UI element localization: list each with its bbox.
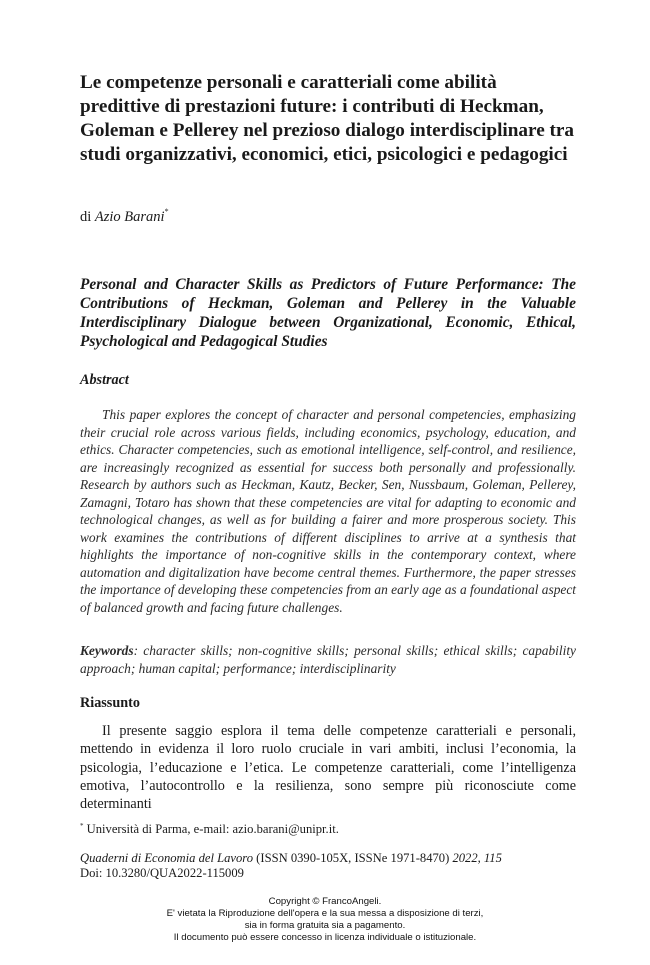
keywords-label: Keywords (80, 643, 134, 658)
riassunto-body: Il presente saggio esplora il tema delle competenze caratteriali e personali, mettendo in evidenza il loro ruolo cruciale in vari ambiti, inclusi l’economia, la psicologia, l’educazione e l’etica. Le competenze caratteriali, come l’intelligenza emotiva, l’autocontrollo e la resilienza, sono sempre più riconosciute come determinanti (80, 723, 576, 813)
keywords-list: : character skills; non-cognitive skills; personal skills; ethical skills; capability approach; human capital; performance; interdisciplinarity (80, 643, 576, 676)
footnote-mark: * (80, 822, 84, 830)
journal-citation (80, 851, 502, 866)
keywords (80, 642, 576, 677)
author-name: Azio Barani (94, 209, 165, 225)
riassunto-heading: Riassunto (80, 695, 140, 711)
byline (80, 203, 169, 226)
article-title: Le competenze personali e caratteriali come abilità predittive di prestazioni future: i contributi di Heckman, Goleman e Pellerey nel prezioso dialogo interdisciplinare tra studi organizzativi, economici, etici, psicologici e pedagogici (80, 72, 575, 165)
footnote (80, 818, 339, 837)
byline-prefix: di (80, 209, 92, 225)
copyright-notice (0, 896, 650, 944)
journal-issue: 2022, 115 (452, 851, 502, 865)
abstract-heading: Abstract (80, 372, 129, 388)
journal-name: Quaderni di Economia del Lavoro (80, 851, 254, 865)
copyright-line: Copyright © FrancoAngeli. (268, 896, 382, 907)
footnote-text: Università di Parma, e-mail: azio.barani@unipr.it. (83, 822, 339, 836)
author-footnote-mark: * (164, 207, 169, 216)
copyright-line: sia in forma gratuita sia a pagamento. (244, 920, 406, 931)
copyright-line: E' vietata la Riproduzione dell'opera e la sua messa a disposizione di terzi, (166, 908, 484, 919)
abstract-body: This paper explores the concept of character and personal competencies, emphasizing their crucial role across various fields, including economics, psychology, education, and ethics. Character competencies, such as emotional intelligence, self-control, and resilience, are increasingly recognized as essential for success both personally and professionally. Research by authors such as Heckman, Kautz, Becker, Sen, Nussbaum, Goleman, Pellerey, Zamagni, Totaro has shown that these competencies are vital for adapting to economic and technological changes, as well as for building a fairer and more prosperous society. This work examines the contributions of different disciplines to arrive at a synthesis that highlights the importance of non-cognitive skills in the contemporary context, where automation and digitalization have become central themes. Furthermore, the paper stresses the importance of developing these competencies from an early age as a foundational aspect of balanced growth and facing future challenges. (80, 407, 576, 615)
english-title: Personal and Character Skills as Predictors of Future Performance: The Contributions of Heckman, Goleman and Pellerey in the Valuable Interdisciplinary Dialogue between Organizational, Economic, Ethical, Psychological and Pedagogical Studies (80, 276, 576, 350)
journal-issn: (ISSN 0390-105X, ISSNe 1971-8470) (253, 851, 453, 865)
doi: Doi: 10.3280/QUA2022-115009 (80, 866, 244, 880)
copyright-line: Il documento può essere concesso in licenza individuale o istituzionale. (173, 932, 477, 943)
